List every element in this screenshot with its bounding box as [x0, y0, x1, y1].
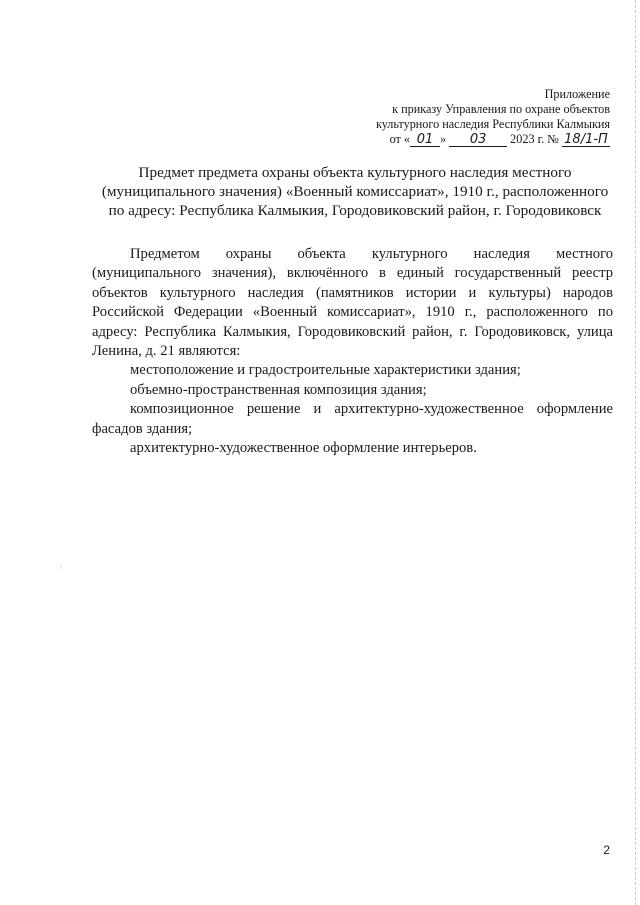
page-number: 2: [603, 843, 610, 857]
document-title: [95, 163, 615, 220]
handwritten-order-number: 18/1-П: [562, 133, 610, 147]
title-line-3: по адресу: Республика Калмыкия, Городовиковский район, г. Городовиковск: [108, 202, 602, 219]
year-and-number-label: 2023 г. №: [510, 132, 559, 146]
handwritten-month: 03: [449, 133, 507, 147]
annex-order-ref: к приказу Управления по охране объектов: [392, 102, 610, 116]
annex-header: [376, 87, 610, 147]
list-item-facade-line-1: композиционное решение и архитектурно-художественное оформление: [130, 401, 613, 418]
title-line-2: (муниципального значения) «Военный комиссариат», 1910 г., расположенного: [101, 183, 609, 200]
annex-authority: культурного наследия Республики Калмыкия: [375, 117, 610, 131]
body-line-6: Ленина, д. 21 являются:: [92, 343, 241, 360]
scan-artifact: ⁽: [60, 565, 63, 575]
body-line-1: Предметом охраны объекта культурного наследия местного: [130, 246, 613, 262]
annex-label: Приложение: [544, 87, 610, 101]
list-item-location: местоположение и градостроительные характеристики здания;: [130, 362, 521, 379]
list-item-composition: объемно-пространственная композиция здания;: [130, 381, 427, 398]
handwritten-day: 01: [410, 133, 440, 147]
document-body: [92, 245, 613, 458]
date-mid: »: [439, 132, 447, 146]
scan-edge: [634, 0, 636, 905]
body-line-4: Российской Федерации «Военный комиссариат», 1910 г., расположенного по: [92, 304, 613, 321]
list-item-facade-line-2: фасадов здания;: [92, 420, 193, 437]
body-line-5: адресу: Республика Калмыкия, Городовиковский район, г. Городовиковск, улица: [92, 323, 613, 340]
body-line-2: (муниципального значения), включённого в единый государственный реестр: [92, 265, 613, 282]
date-prefix: от «: [389, 132, 410, 146]
title-line-1: Предмет предмета охраны объекта культурного наследия местного: [138, 164, 572, 181]
annex-date-line: [376, 132, 610, 147]
body-line-3: объектов культурного наследия (памятников истории и культуры) народов: [92, 284, 613, 301]
list-item-interiors: архитектурно-художественное оформление интерьеров.: [130, 440, 477, 457]
